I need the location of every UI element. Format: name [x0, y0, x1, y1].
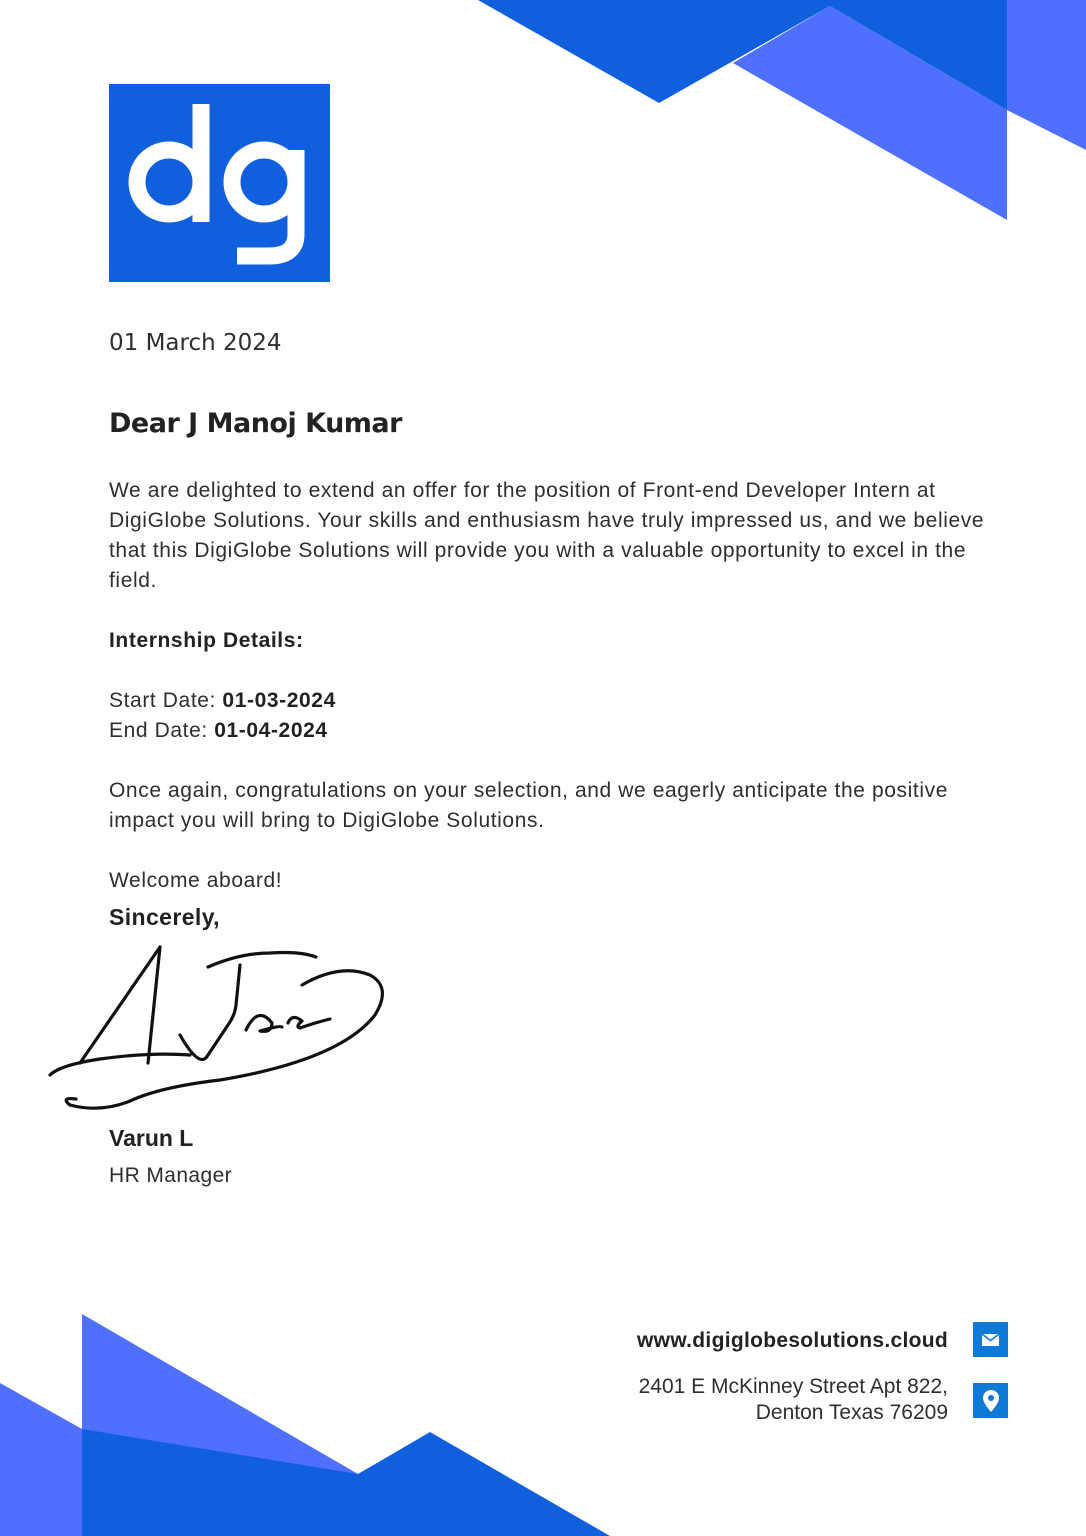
salutation: Dear J Manoj Kumar: [109, 408, 402, 439]
start-date-label: Start Date:: [109, 689, 216, 712]
end-date-value: 01-04-2024: [214, 719, 328, 742]
letter-date: 01 March 2024: [109, 330, 282, 356]
end-date-label: End Date:: [109, 719, 208, 742]
signer-title: HR Manager: [109, 1164, 233, 1187]
address-line-2: Denton Texas 76209: [755, 1401, 948, 1424]
address-line-1: 2401 E McKinney Street Apt 822,: [638, 1375, 948, 1398]
company-address: [639, 1374, 948, 1426]
website-link[interactable]: www.digiglobesolutions.cloud: [637, 1329, 948, 1352]
location-pin-icon: [973, 1383, 1008, 1418]
end-date-line: [109, 716, 989, 746]
welcome-line: Welcome aboard!: [109, 869, 283, 892]
start-date-value: 01-03-2024: [222, 689, 336, 712]
closing: Sincerely,: [109, 904, 220, 930]
mail-icon: [973, 1322, 1008, 1357]
offer-paragraph: We are delighted to extend an offer for the position of Front-end Developer Intern at DigiGlobe Solutions. Your skills and enthusiasm have truly impressed us, and we believe that this DigiGlobe Solutions will provide you with a valuable opportunity to excel in the field.: [109, 479, 985, 592]
signer-name: Varun L: [109, 1125, 194, 1151]
start-date-line: [109, 686, 989, 716]
congratulations-paragraph: Once again, congratulations on your selection, and we eagerly anticipate the positive impact you will bring to DigiGlobe Solutions.: [109, 779, 948, 832]
top-right-corner-light: [1007, 0, 1086, 150]
signature: [40, 935, 400, 1125]
bottom-shape-dark: [82, 1429, 610, 1536]
internship-details-heading: Internship Details:: [109, 629, 304, 652]
company-logo: [109, 84, 330, 282]
